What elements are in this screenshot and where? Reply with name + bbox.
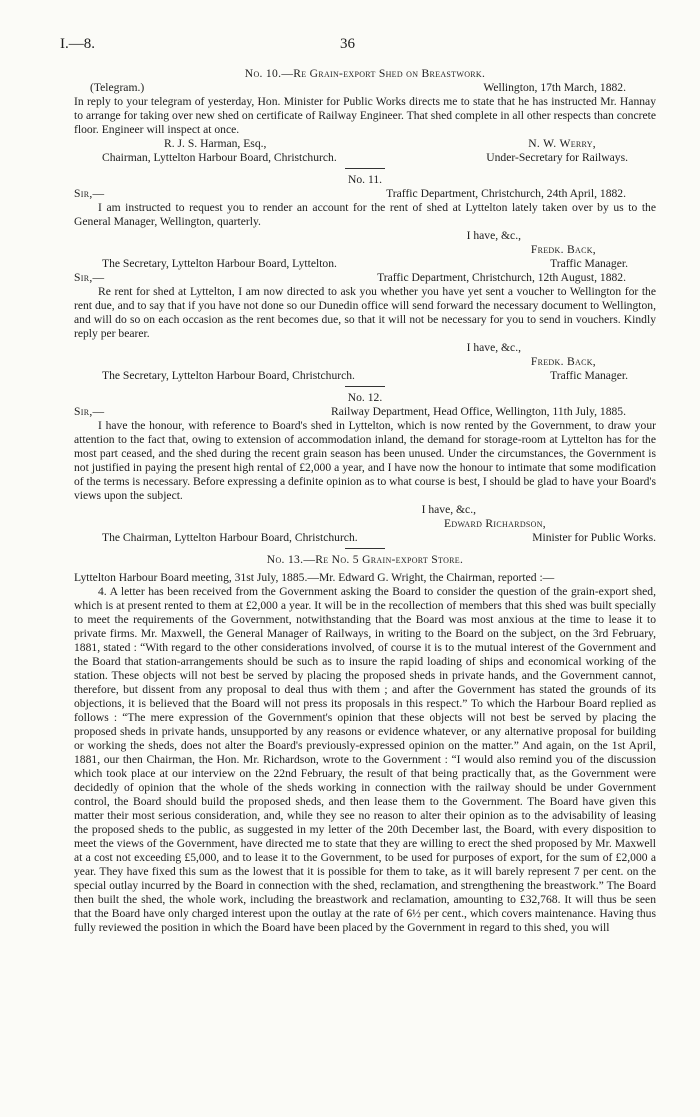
no10-place-date: Wellington, 17th March, 1882. [483,81,626,94]
no11-letter1-salutation: Sir,— [74,187,105,200]
no10-signer-title: Under-Secretary for Railways. [486,151,628,164]
no11-heading: No. 11. [347,173,383,186]
page-number: 36 [340,36,355,52]
no11-letter1-place-date: Traffic Department, Christchurch, 24th April, 1882. [386,187,626,200]
page-content [74,67,656,935]
no10-addressee-title: Chairman, Lyttelton Harbour Board, Christchurch. [102,151,337,164]
no12-signer: Edward Richardson, [443,517,546,530]
no10-meta [74,81,656,95]
no10-telegram-label: (Telegram.) [90,81,145,94]
section-divider [345,168,385,169]
no10-heading: No. 10.—Re Grain-export Shed on Breastwork. [244,67,486,80]
section-divider [345,386,385,387]
no13-heading: No. 13.—Re No. 5 Grain-export Store. [266,553,464,566]
no11-letter2-body: Re rent for shed at Lyttelton, I am now directed to ask you whether you have yet sent a voucher to Wellington for the rent due, and to say that if you have not done so our Dunedin office will send forward the necessary document to Wellington, and will do so on each occasion as the rent becomes due, so that it will not be necessary for you to send in vouchers. Kindly reply per bearer. [74,285,656,340]
no12-addressee: The Chairman, Lyttelton Harbour Board, Christchurch. [102,531,358,544]
no11-letter1-addressee: The Secretary, Lyttelton Harbour Board, Lyttelton. [102,257,337,270]
no11-letter2-signer: Fredk. Back, [530,355,596,368]
page-header-reference: I.—8. [60,36,95,52]
no12-signer-title: Minister for Public Works. [532,531,656,544]
no11-letter1-signer-title: Traffic Manager. [550,257,628,270]
no11-letter2-place-date: Traffic Department, Christchurch, 12th August, 1882. [377,271,626,284]
no13-body: 4. A letter has been received from the Government asking the Board to consider the question of the grain-export shed, which is at present rented to them at £2,000 a year. It will be in the recollection of members that this shed was built specially to meet the requirements of the Government, notwithstanding that the Board was most anxious at the time to lease it to private firms. Mr. Maxwell, the General Manager of Railways, in writing to the Board on the subject, on the 3rd February, 1881, stated : “With regard to the other considerations involved, of course it is to the mutual interest of the Government and the Board that station-arrangements should be such as to insure the rapid loading of ships and economical working of the station. These objects will not best be served by placing the proposed sheds in private hands, and the Government cannot, therefore, but dissent from any proposal to deal thus with them ; and after the Government has stated the grounds of its objections, it is believed that the Board will not press its proposals in this respect.” To which the Harbour Board replied as follows : “The mere expression of the Government's opinion that these objects will not best be served by placing the proposed sheds in private hands, unsupported by any reasons or evidence whatever, or any alternative proposal for building or working the sheds, does not alter the Board's previously-expressed opinion on the matter.” And again, on the 1st April, 1881, our then Chairman, the Hon. Mr. Richardson, wrote to the Government : “I would also remind you of the discussion which took place at our interview on the 22nd February, the result of that being practically that, as the Government were decidedly of opinion that the whole of the sheds working in connection with the railway should be under Government control, the Board should build the proposed sheds, and then lease them to the Government. The Board have given this matter their most serious consideration, and, while they see no reason to alter their opinion as to the advisability of leasing the proposed sheds to the public, as suggested in my letter of the 20th December last, the Board, with every disposition to meet the views of the Government, have directed me to state that they are willing to erect the shed proposed by Mr. Maxwell at a cost not exceeding £5,000, and to lease it to the Government, to be used for purposes of export, for the sum of £2,000 a year. They have fixed this sum as the lowest that it is possible for them to take, as it will barely represent 7 per cent. on the special outlay incurred by the Board in connection with the shed, reclamation, and strengthening the breastwork.” The Board then built the shed, the whole work, including the breastwork and reclamation, amounting to £32,768. It will thus be seen that the Board have only charged interest upon the outlay at the rate of 6½ per cent., which covers maintenance. Having thus fully reviewed the position in which the Board have been placed by the Government in regard to this shed, you will [74,585,656,934]
no10-signer-name: N. W. Werry, [528,137,596,150]
no12-place-date: Railway Department, Head Office, Wellington, 11th July, 1885. [331,405,626,418]
no11-letter2-salutation: Sir,— [74,271,105,284]
no11-letter2-signer-title: Traffic Manager. [550,369,628,382]
no11-letter1-body: I am instructed to request you to render an account for the rent of shed at Lyttelton lately taken over by us to the General Manager, Wellington, quarterly. [74,201,656,228]
no12-closing: I have, &c., [421,503,476,516]
no10-addressee-name: R. J. S. Harman, Esq., [164,137,267,150]
no13-intro: Lyttelton Harbour Board meeting, 31st July, 1885.—Mr. Edward G. Wright, the Chairman, reported :— [74,571,555,584]
no11-letter1-closing: I have, &c., [466,229,521,242]
no12-salutation: Sir,— [74,405,105,418]
no11-letter2-addressee: The Secretary, Lyttelton Harbour Board, Christchurch. [102,369,355,382]
no12-body: I have the honour, with reference to Board's shed in Lyttelton, which is now rented by the Government, to draw your attention to the fact that, owing to extension of accommodation inland, the demand for storage-room at Lyttelton has for the most part ceased, and the shed during the recent grain season has been unused. Under the circumstances, the Government is not justified in paying the present high rental of £2,000 a year, and I have now the honour to intimate that some modification of the terms is necessary. Before expressing a definite opinion as to what course is best, I should be glad to have your Board's views upon the subject. [74,419,656,502]
no11-letter2-closing: I have, &c., [466,341,521,354]
no12-heading: No. 12. [347,391,383,404]
section-divider [345,548,385,549]
no11-letter1-signer: Fredk. Back, [530,243,596,256]
no10-body: In reply to your telegram of yesterday, Hon. Minister for Public Works directs me to state that he has instructed Mr. Hannay to arrange for taking over new shed on certificate of Railway Engineer. That shed complete in all other respects than concrete floor. Engineer will inspect at once. [74,95,656,136]
